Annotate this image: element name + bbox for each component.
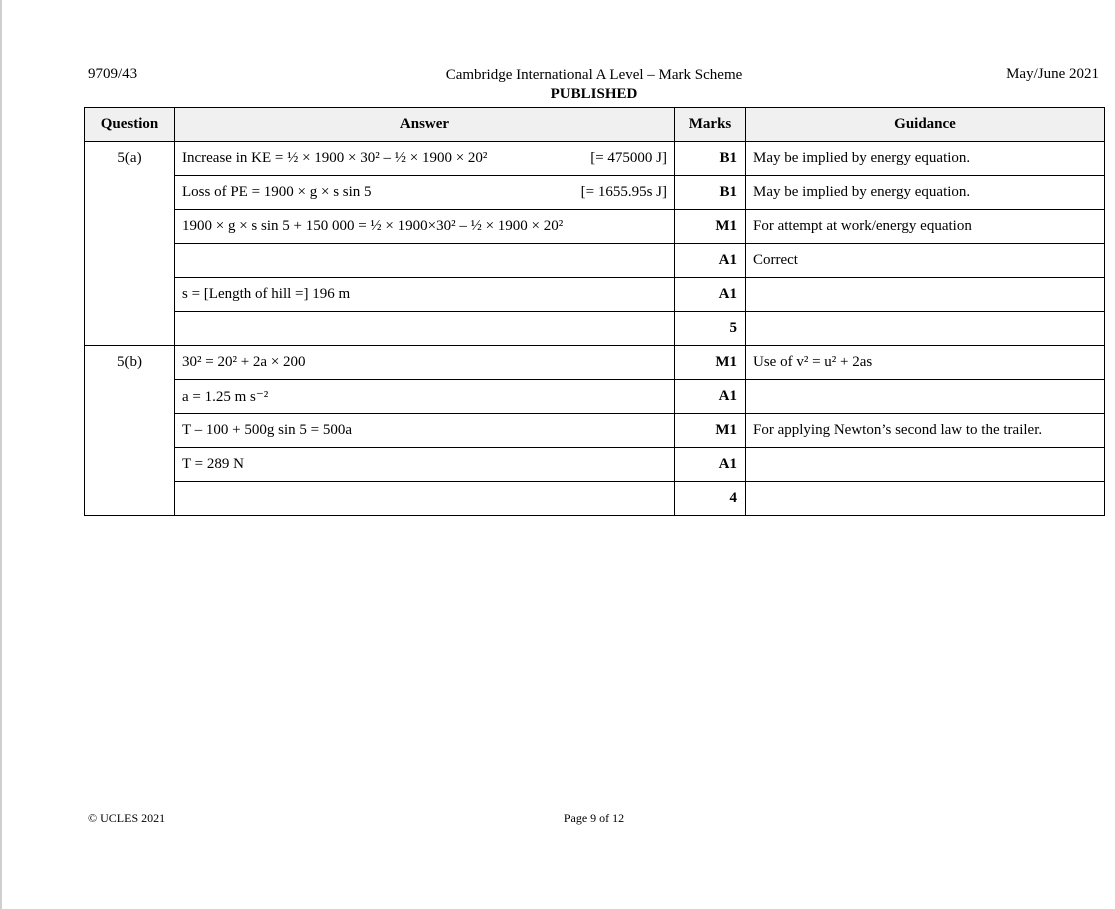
question-number: 5(b) [85,346,175,516]
answer-result: [= 475000 J] [590,150,667,166]
column-header-guidance: Guidance [746,108,1105,142]
marks-cell: 4 [675,482,746,516]
table-row [85,176,1105,210]
column-header-marks: Marks [675,108,746,142]
answer-text: T = 289 N [182,456,244,472]
table-row [85,278,1105,312]
table-header-row [85,108,1105,142]
answer-text: Increase in KE = ½ × 1900 × 30² – ½ × 1900 × 20² [182,150,488,166]
answer-cell [175,244,675,278]
answer-content [182,218,667,235]
document-status: PUBLISHED [550,86,638,102]
marks-cell: B1 [675,176,746,210]
answer-cell [175,346,675,380]
guidance-cell [746,278,1105,312]
answer-text: T – 100 + 500g sin 5 = 500a [182,422,352,438]
marks-cell: A1 [675,244,746,278]
mark-scheme-table [84,107,1105,516]
answer-text: a = 1.25 m s⁻² [182,389,269,405]
answer-content [182,354,667,371]
answer-text: 30² = 20² + 2a × 200 [182,354,306,370]
page-number: Page 9 of 12 [563,811,625,825]
answer-cell [175,482,675,516]
answer-content [182,286,667,303]
answer-text: Loss of PE = 1900 × g × s sin 5 [182,184,372,200]
guidance-cell: Correct [746,244,1105,278]
marks-cell: M1 [675,210,746,244]
marks-cell: M1 [675,346,746,380]
table-row [85,142,1105,176]
marks-cell: 5 [675,312,746,346]
guidance-cell [746,448,1105,482]
answer-cell [175,176,675,210]
guidance-cell: May be implied by energy equation. [746,142,1105,176]
answer-cell [175,312,675,346]
marks-cell: A1 [675,278,746,312]
guidance-cell: For attempt at work/energy equation [746,210,1105,244]
table-row [85,482,1105,516]
answer-content [182,184,667,201]
copyright-notice: © UCLES 2021 [88,811,166,825]
guidance-cell: May be implied by energy equation. [746,176,1105,210]
marks-cell: B1 [675,142,746,176]
answer-text: 1900 × g × s sin 5 + 150 000 = ½ × 1900×30² – ½ × 1900 × 20² [182,218,564,234]
answer-content [182,422,667,439]
answer-content [182,387,667,406]
marks-cell: M1 [675,414,746,448]
table-row [85,210,1105,244]
guidance-cell [746,482,1105,516]
answer-cell [175,142,675,176]
column-header-question: Question [85,108,175,142]
answer-result: [= 1655.95s J] [580,184,667,200]
document-title: Cambridge International A Level – Mark Scheme [445,67,743,83]
table-body [85,142,1105,516]
table-row [85,380,1105,414]
answer-cell [175,448,675,482]
table-row [85,414,1105,448]
answer-text: s = [Length of hill =] 196 m [182,286,351,302]
answer-cell [175,414,675,448]
paper-code: 9709/43 [88,66,138,82]
guidance-cell: For applying Newton’s second law to the trailer. [746,414,1105,448]
marks-cell: A1 [675,380,746,414]
column-header-answer: Answer [175,108,675,142]
exam-session: May/June 2021 [1006,66,1099,82]
table-row [85,448,1105,482]
guidance-cell [746,380,1105,414]
table-row [85,312,1105,346]
table-row [85,244,1105,278]
answer-cell [175,380,675,414]
question-number: 5(a) [85,142,175,346]
answer-cell [175,210,675,244]
marks-cell: A1 [675,448,746,482]
page-left-edge [0,0,2,909]
answer-content [182,150,667,167]
answer-content [182,456,667,473]
answer-cell [175,278,675,312]
guidance-cell [746,312,1105,346]
table-row [85,346,1105,380]
guidance-cell: Use of v² = u² + 2as [746,346,1105,380]
